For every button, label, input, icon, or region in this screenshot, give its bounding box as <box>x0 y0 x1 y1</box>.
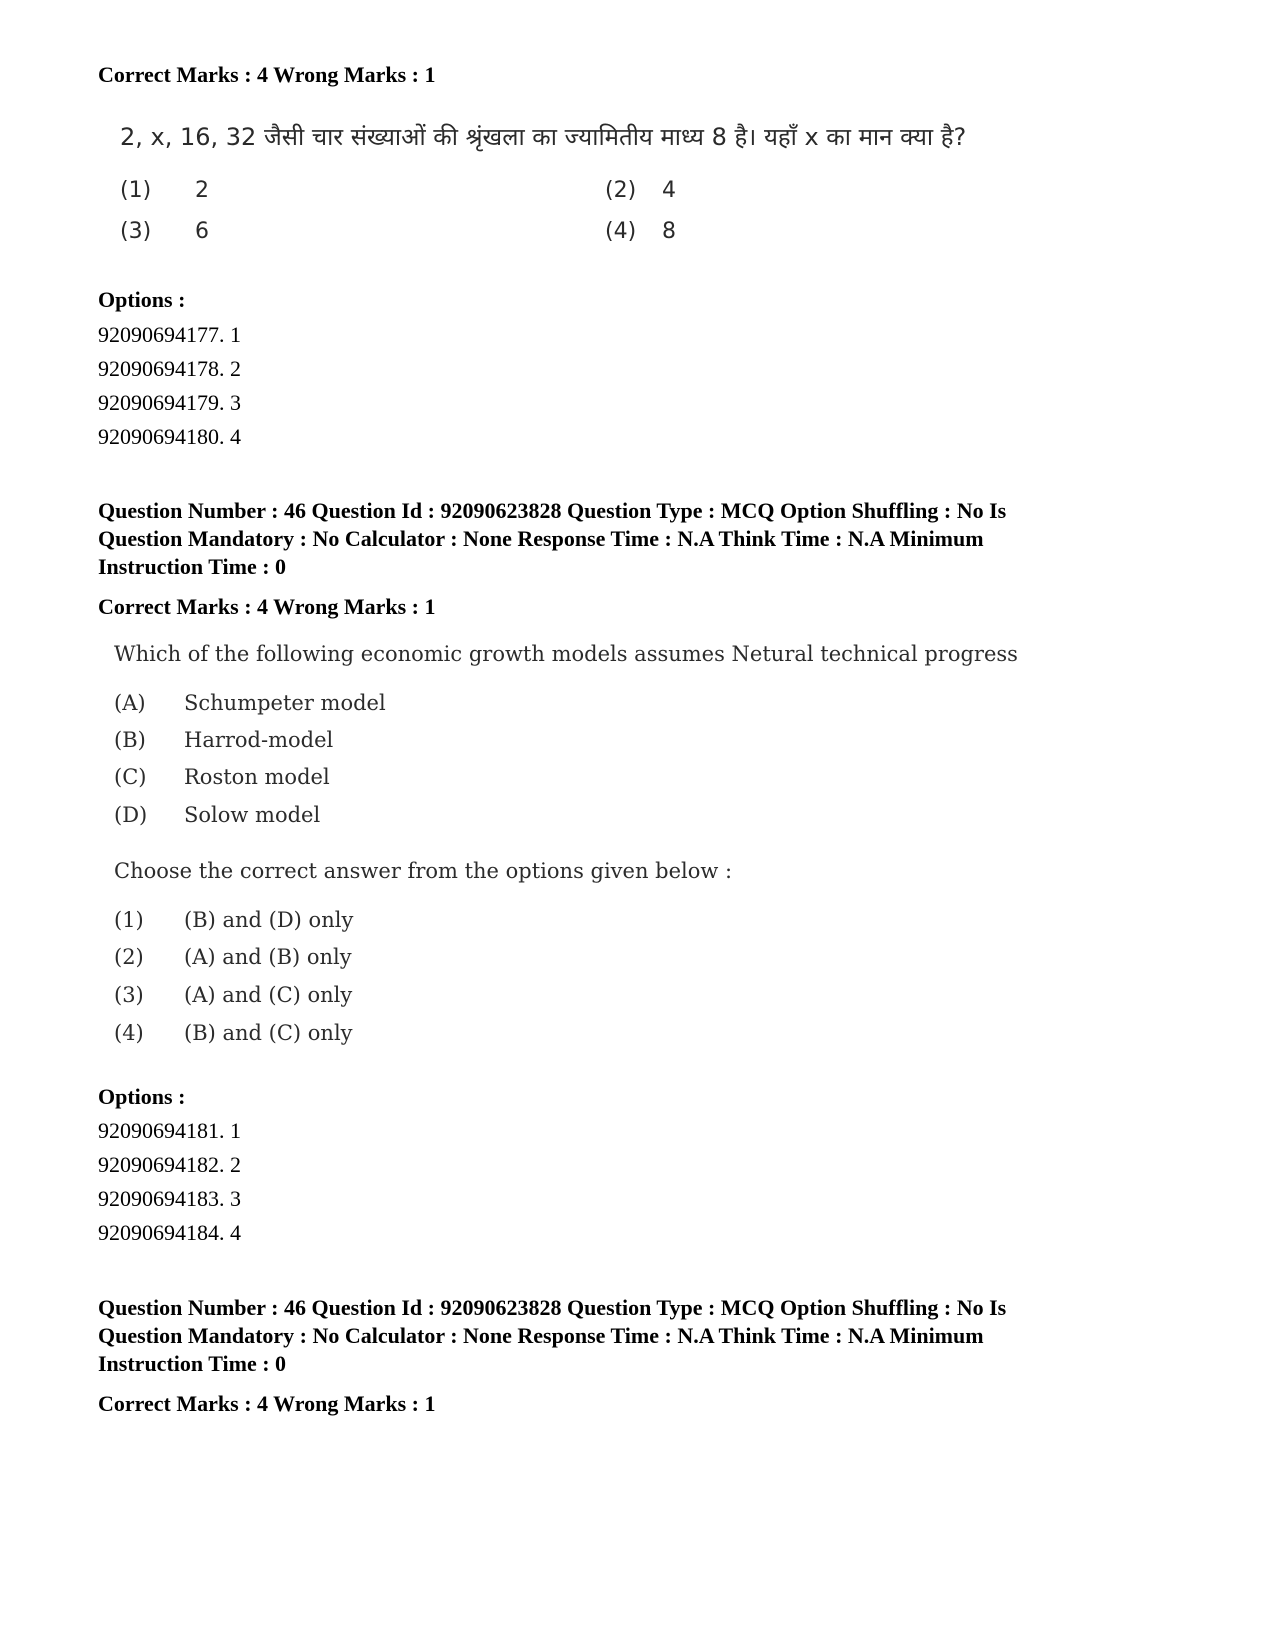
answer-number: (3) <box>114 983 144 1007</box>
statement-label: (C) <box>114 765 147 789</box>
answer-text: (B) and (C) only <box>184 1021 353 1045</box>
option-item: 92090694183. 3 <box>98 1186 241 1211</box>
choice-text: 8 <box>662 219 676 244</box>
question-text: Which of the following economic growth models assumes Netural technical progress <box>114 642 1018 666</box>
option-item: 92090694178. 2 <box>98 356 241 381</box>
answer-number: (1) <box>114 908 144 932</box>
statement-label: (D) <box>114 803 148 827</box>
meta-line: Instruction Time : 0 <box>98 1351 287 1376</box>
choice-text: 6 <box>195 219 209 244</box>
answer-number: (2) <box>114 945 144 969</box>
question-meta <box>98 497 1198 581</box>
option-item: 92090694181. 1 <box>98 1118 241 1143</box>
options-list <box>98 318 241 454</box>
question-meta <box>98 1294 1198 1378</box>
instruction-text: Choose the correct answer from the options given below : <box>114 859 733 883</box>
options-heading: Options : <box>98 287 186 312</box>
statement-text: Solow model <box>184 803 321 827</box>
options-heading: Options : <box>98 1084 186 1109</box>
choice-text: 4 <box>662 178 676 203</box>
meta-line: Question Mandatory : No Calculator : None Response Time : N.A Think Time : N.A Minimum <box>98 526 984 551</box>
statement-label: (A) <box>114 691 146 715</box>
marks-line: Correct Marks : 4 Wrong Marks : 1 <box>98 62 436 87</box>
choice-number: (1) <box>120 178 152 203</box>
option-item: 92090694182. 2 <box>98 1152 241 1177</box>
statement-label: (B) <box>114 728 146 752</box>
option-item: 92090694179. 3 <box>98 390 241 415</box>
meta-line: Question Mandatory : No Calculator : None Response Time : N.A Think Time : N.A Minimum <box>98 1323 984 1348</box>
choice-number: (4) <box>605 219 637 244</box>
statement-text: Roston model <box>184 765 330 789</box>
choice-number: (3) <box>120 219 152 244</box>
marks-line: Correct Marks : 4 Wrong Marks : 1 <box>98 594 436 619</box>
meta-line: Instruction Time : 0 <box>98 554 287 579</box>
options-list <box>98 1114 241 1250</box>
meta-line: Question Number : 46 Question Id : 92090623828 Question Type : MCQ Option Shuffling : No Is <box>98 498 1007 523</box>
option-item: 92090694184. 4 <box>98 1220 241 1245</box>
option-item: 92090694177. 1 <box>98 322 241 347</box>
choice-number: (2) <box>605 178 637 203</box>
answer-number: (4) <box>114 1021 144 1045</box>
option-item: 92090694180. 4 <box>98 424 241 449</box>
question-text-hindi: 2, x, 16, 32 जैसी चार संख्याओं की श्रृंखला का ज्यामितीय माध्य 8 है। यहाँ x का मान क्या है? <box>120 123 967 151</box>
meta-line: Question Number : 46 Question Id : 92090623828 Question Type : MCQ Option Shuffling : No Is <box>98 1295 1007 1320</box>
answer-text: (A) and (B) only <box>184 945 352 969</box>
statement-text: Schumpeter model <box>184 691 386 715</box>
statement-text: Harrod-model <box>184 728 334 752</box>
marks-line: Correct Marks : 4 Wrong Marks : 1 <box>98 1391 436 1416</box>
answer-text: (B) and (D) only <box>184 908 354 932</box>
answer-text: (A) and (C) only <box>184 983 353 1007</box>
choice-text: 2 <box>195 178 209 203</box>
